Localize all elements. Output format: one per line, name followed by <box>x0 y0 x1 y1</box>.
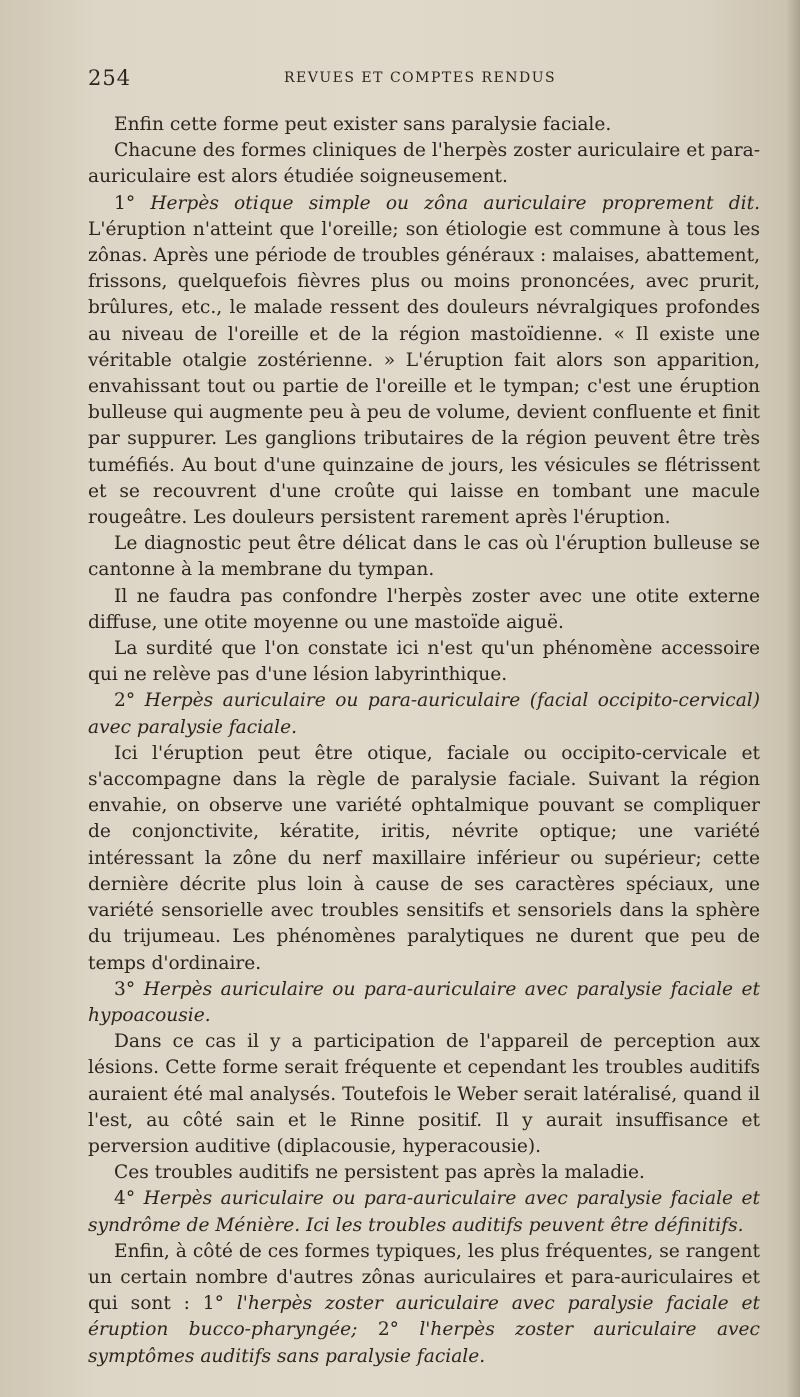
section-number: 3° <box>114 978 136 1000</box>
list-item: l'herpès zoster auriculaire avec symptômes auditifs sans paralysie faciale. <box>88 1319 760 1367</box>
page-header <box>88 66 768 94</box>
list-number: 1° <box>202 1293 224 1315</box>
paragraph: La surdité que l'on constate ici n'est qu'un phénomène accessoire qui ne relève pas d'une lésion labyrinthique. <box>88 638 760 686</box>
section-title: Herpès auriculaire ou para-auriculaire avec paralysie faciale et syndrôme de Ménière. Ici les troubles auditifs peuvent être définitifs. <box>88 1188 760 1236</box>
page-binding-shadow <box>786 0 800 1397</box>
body-text <box>88 112 760 1370</box>
section-title: Herpès auriculaire ou para-auriculaire avec paralysie faciale et hypoacousie. <box>88 978 760 1026</box>
paragraph <box>88 1239 760 1370</box>
paragraph-continuation: L'éruption n'atteint que l'oreille; son étiologie est commune à tous les zônas. Après une période de troubles généraux : malaises, abattement, frissons, quelquefois fièvres plus ou moins prononcées, avec prurit, brûlures, etc., le malade ressent des douleurs névralgiques profondes au niveau de l'oreille et de la région mastoïdienne. « Il existe une véritable otalgie zostérienne. » L'éruption fait alors son apparition, envahissant tout ou partie de l'oreille et le tympan; c'est une éruption bulleuse qui augmente peu à peu de volume, devient confluente et finit par suppurer. Les ganglions tributaires de la région peuvent être très tuméfiés. Au bout d'une quinzaine de jours, les vésicules se flétrissent et se recouvrent d'une croûte qui laisse en tombant une macule rougeâtre. Les douleurs persistent rarement après l'éruption. <box>88 218 760 529</box>
section-number: 2° <box>114 690 136 712</box>
section-title: Herpès otique simple ou zôna auriculaire proprement dit. <box>150 192 760 214</box>
paragraph: Enfin cette forme peut exister sans paralysie faciale. <box>114 114 612 135</box>
paragraph: Ces troubles auditifs ne persistent pas après la maladie. <box>114 1162 645 1184</box>
page-number: 254 <box>88 66 132 90</box>
section-number: 4° <box>114 1188 136 1210</box>
section-heading <box>88 977 760 1029</box>
section-heading <box>88 191 760 532</box>
running-head: REVUES ET COMPTES RENDUS <box>284 70 557 86</box>
paragraph-intro: Enfin, à côté de ces formes typiques, les plus fréquentes, se rangent un certain nombre d'autres zônas auriculaires et para-auriculaires et qui sont : <box>88 1240 760 1315</box>
list-item: l'herpès zoster auriculaire avec paralysie faciale et éruption bucco-pharyngée; <box>88 1293 760 1341</box>
section-number: 1° <box>114 192 136 214</box>
paragraph: Dans ce cas il y a participation de l'appareil de perception aux lésions. Cette forme serait fréquente et cependant les troubles auditifs auraient été mal analysés. Toutefois le Weber serait latéralisé, quand il l'est, au côté sain et le Rinne positif. Il y aurait insuffisance et perversion auditive (diplacousie, hyperacousie). <box>88 1031 760 1157</box>
paragraph: Chacune des formes cliniques de l'herpès zoster auriculaire et para-auriculaire est alors étudiée soigneusement. <box>88 140 760 188</box>
paragraph: Le diagnostic peut être délicat dans le cas où l'éruption bulleuse se cantonne à la membrane du tympan. <box>88 533 760 581</box>
section-title: Herpès auriculaire ou para-auriculaire (facial occipito-cervical) avec paralysie faciale. <box>88 690 760 738</box>
section-heading <box>88 1186 760 1238</box>
section-heading <box>88 688 760 740</box>
list-number: 2° <box>377 1319 399 1341</box>
paragraph: Il ne faudra pas confondre l'herpès zoster avec une otite externe diffuse, une otite moyenne ou une mastoïde aiguë. <box>88 585 760 633</box>
paragraph: Ici l'éruption peut être otique, faciale ou occipito-cervicale et s'accompagne dans la règle de paralysie faciale. Suivant la région envahie, on observe une variété ophtalmique pouvant se compliquer de conjonctivite, kératite, iritis, névrite optique; une variété intéressant la zône du nerf maxillaire inférieur ou supérieur; cette dernière décrite plus loin à cause de ses caractères spéciaux, une variété sensorielle avec troubles sensitifs et sensoriels dans la sphère du trijumeau. Les phénomènes paralytiques ne durent que peu de temps d'ordinaire. <box>88 742 760 974</box>
